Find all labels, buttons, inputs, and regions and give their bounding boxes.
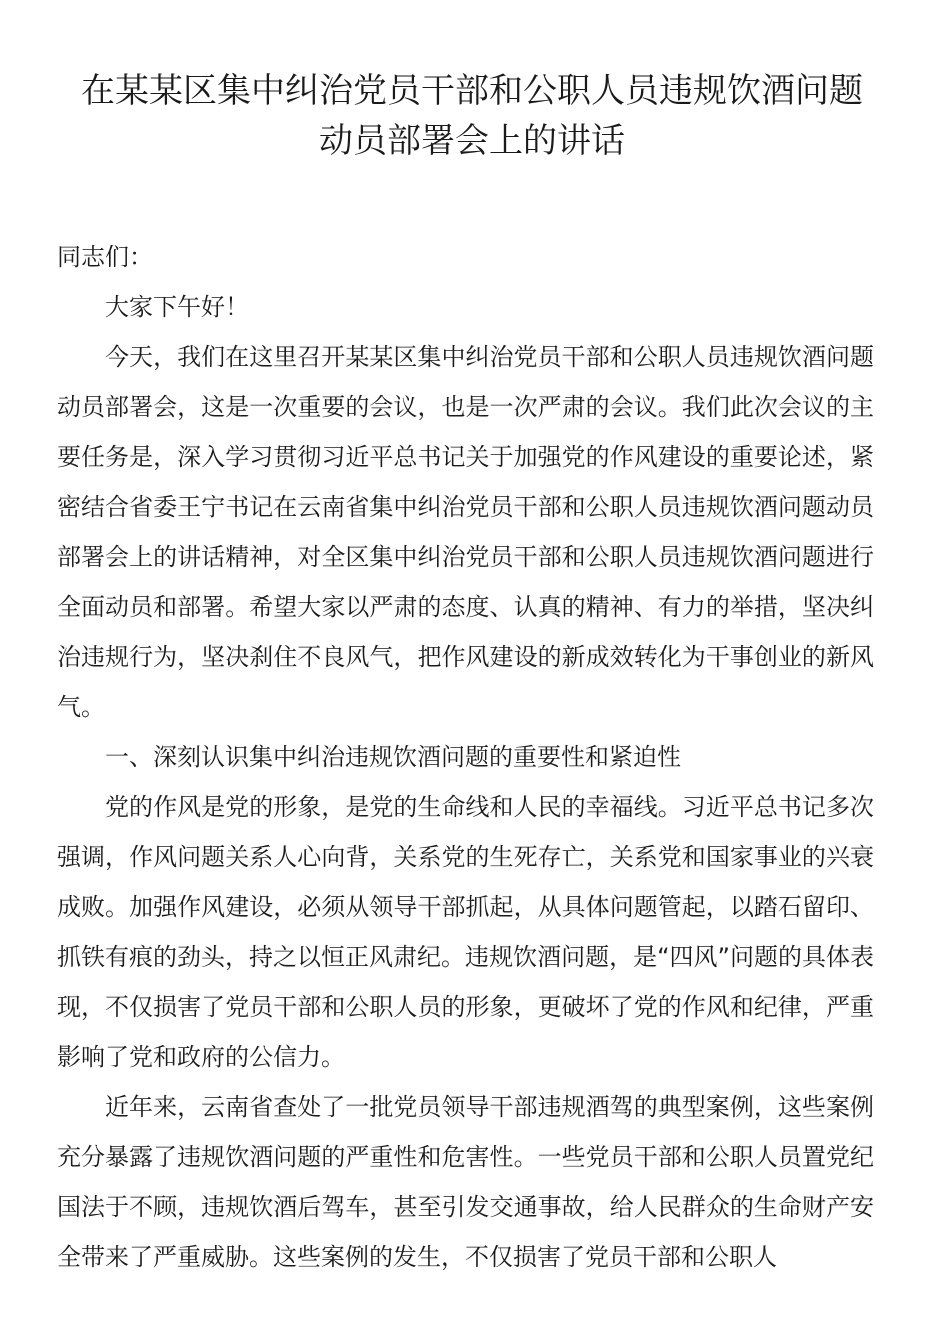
paragraph-style: 党的作风是党的形象，是党的生命线和人民的幸福线。习近平总书记多次强调，作风问题关系人心向背，关系党的生死存亡，关系党和国家事业的兴衰成败。加强作风建设，必须从领导干部抓起，从具体问题管起，以踏石留印、抓铁有痕的劲头，持之以恒正风肃纪。违规饮酒问题，是“四风”问题的具体表现，不仅损害了党员干部和公职人员的形象，更破坏了党的作风和纪律，严重影响了党和政府的公信力。 [57, 793, 874, 1071]
paragraph-greeting: 大家下午好！ [105, 293, 249, 321]
document-title [57, 66, 887, 166]
paragraph-cases: 近年来，云南省查处了一批党员领导干部违规酒驾的典型案例，这些案例充分暴露了违规饮酒问题的严重性和危害性。一些党员干部和公职人员置党纪国法于不顾，违规饮酒后驾车，甚至引发交通事故，给人民群众的生命财产安全带来了严重威胁。这些案例的发生，不仅损害了党员干部和公职人 [57, 1093, 874, 1271]
title-line-1: 在某某区集中纠治党员干部和公职人员违规饮酒问题 [81, 71, 863, 111]
title-line-2: 动员部署会上的讲话 [319, 121, 625, 161]
salutation: 同志们： [57, 243, 153, 271]
document-body [57, 232, 874, 1282]
section-heading-1: 一、深刻认识集中纠治违规饮酒问题的重要性和紧迫性 [105, 743, 681, 771]
paragraph-intro: 今天，我们在这里召开某某区集中纠治党员干部和公职人员违规饮酒问题动员部署会，这是一次重要的会议，也是一次严肃的会议。我们此次会议的主要任务是，深入学习贯彻习近平总书记关于加强党的作风建设的重要论述，紧密结合省委王宁书记在云南省集中纠治党员干部和公职人员违规饮酒问题动员部署会上的讲话精神，对全区集中纠治党员干部和公职人员违规饮酒问题进行全面动员和部署。希望大家以严肃的态度、认真的精神、有力的举措，坚决纠治违规行为，坚决刹住不良风气，把作风建设的新成效转化为干事创业的新风气。 [57, 343, 874, 721]
